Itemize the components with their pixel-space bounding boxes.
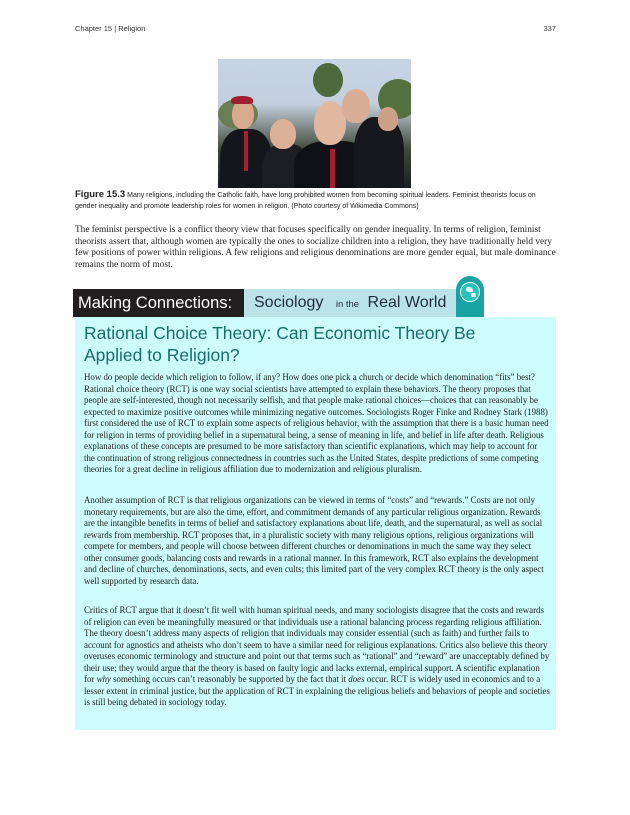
p3-emphasis-why: why xyxy=(96,674,111,685)
chapter-title: Chapter 15 | Religion xyxy=(75,24,146,33)
figure-label: Figure 15.3 xyxy=(75,189,126,200)
p3-emphasis-does: does xyxy=(348,674,365,685)
feature-box xyxy=(75,317,556,730)
banner-word-in-the: in the xyxy=(335,299,360,310)
body-paragraph: The feminist perspective is a conflict theory view that focuses specifically on gender inequality. In terms of religion, feminist theorists assert that, although women are typically the ones to socialize children into a religion, they have traditionally held very few positions of power within religions. A few religions and religious denominations are more gender equal, but male dominance remains the norm of most. xyxy=(75,225,556,270)
p3-text-c: occur. RCT is widely used in economics and to a lesser extent in criminal justice, but the application of RCT in explaining the religious beliefs and behaviors of people and societies is still being debated in sociology today. xyxy=(84,674,550,708)
feature-title: Rational Choice Theory: Can Economic Theory Be Applied to Religion? xyxy=(84,323,476,365)
making-connections-banner xyxy=(73,289,483,317)
figure-caption-text: Many religions, including the Catholic faith, have long prohibited women from becoming spiritual leaders. Feminist theorists focus on gender inequality and promote leadership roles for women in religion. (Photo courtesy of Wikimedia Commons) xyxy=(75,192,536,210)
feature-paragraph-3 xyxy=(84,605,550,709)
banner-feature-name xyxy=(244,289,462,317)
figure-caption xyxy=(75,190,555,212)
page-number: 337 xyxy=(543,24,556,33)
p3-text-b: something occurs can’t reasonably be supported by the fact that it xyxy=(110,674,349,685)
banner-label: Making Connections: xyxy=(73,289,244,317)
feature-paragraph-1: How do people decide which religion to follow, if any? How does one pick a church or decide which denomination “fits” best? Rational choice theory (RCT) is one way social scientists have attempted to explain these behaviors. The theory proposes that people are self-interested, though not necessarily selfish, and that people make rational choices—choices that can reasonably be expected to maximize positive outcomes while minimizing negative outcomes. Sociologists Roger Finke and Rodney Stark (1988) first considered the use of RCT to explain some aspects of religious behavior, with the assumption that there is a basic human need for religion in terms of providing belief in a supernatural being, a sense of meaning in life, and belief in life after death. Religious explanations of these concepts are presumed to be more satisfactory than scientific explanations, which may help to account for the continuation of strong religious connectedness in countries such as the United States, despite predictions of some competing theories for a great decline in religious affiliation due to modernization and religious pluralism. xyxy=(84,372,549,475)
banner-word-real-world: Real World xyxy=(367,294,447,311)
banner-word-sociology: Sociology xyxy=(254,294,324,311)
figure-photo-cardinals xyxy=(218,59,411,188)
p3-text-a: Critics of RCT argue that it doesn’t fit well with human spiritual needs, and many sociologists disagree that the costs and rewards of religion can even be meaningfully measured or that individuals use a rational balancing process regarding religious affiliation. The theory doesn’t address many aspects of religion that individuals may consider essential (such as faith) and further fails to account for agnostics and atheists who don’t seem to have a similar need for religious explanations. Critics also believe this theory overuses economic terminology and structure and point out that terms such as “rational” and “reward” are unacceptably defined by their use; they would argue that the theory is based on faulty logic and lacks external, empirical support. A scientific explanation for xyxy=(84,605,550,685)
feature-paragraph-2: Another assumption of RCT is that religious organizations can be viewed in terms of “costs” and “rewards.” Costs are not only monetary requirements, but are also the time, effort, and commitment demands of any particular religious organization. Rewards are the intangible benefits in terms of belief and satisfactory explanations about life, death, and the supernatural, as well as social rewards from membership. RCT proposes that, in a pluralistic society with many religious options, religious organizations will compete for members, and people will choose between different churches or denominations in much the same way they select other consumer goods, balancing costs and rewards in a rational manner. In this framework, RCT also explains the development and decline of churches, denominations, sects, and even cults; this limited part of the very complex RCT theory is the only aspect well supported by research data. xyxy=(84,495,544,586)
page-header xyxy=(75,24,556,33)
globe-icon xyxy=(456,276,484,317)
